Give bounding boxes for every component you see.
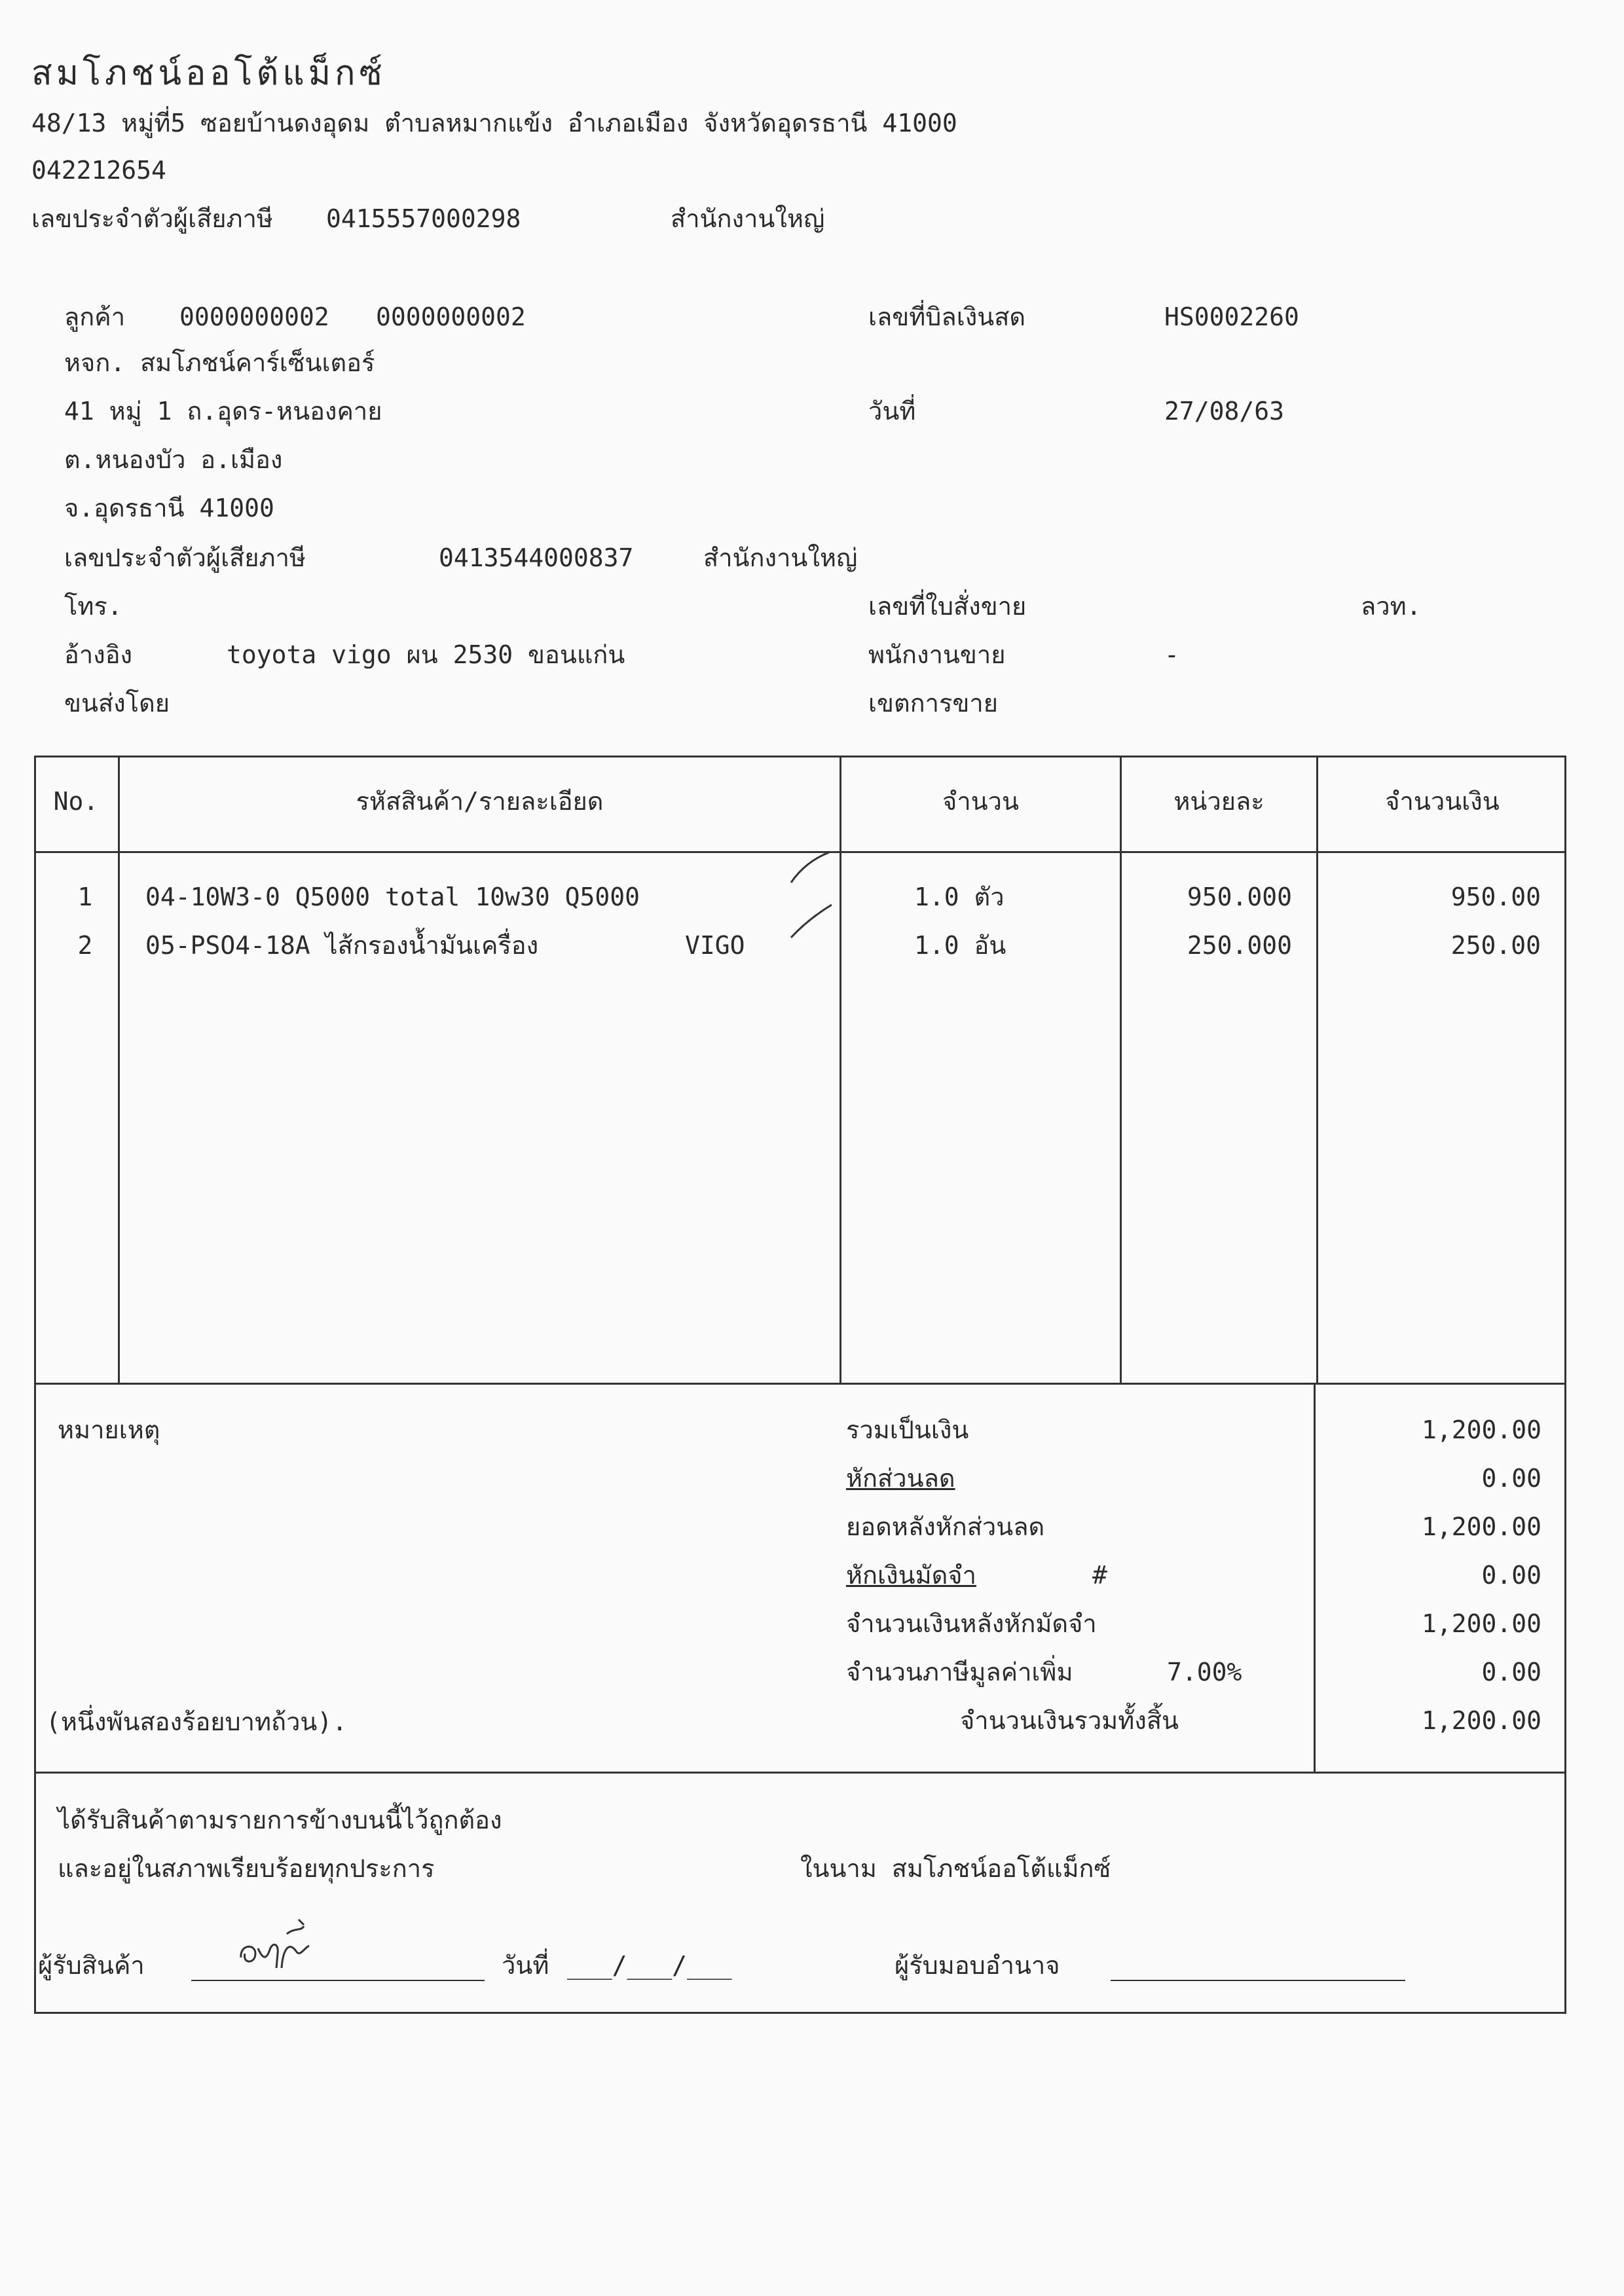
bill-sales-label: พนักงานขาย	[868, 640, 1006, 669]
remark-label: หมายเหตุ	[58, 1415, 160, 1444]
total-value-6: 0.00	[1481, 1658, 1541, 1686]
col-divider-3	[1120, 756, 1122, 1385]
customer-branch: สำนักงานใหญ่	[703, 543, 858, 572]
header-no: No.	[53, 787, 99, 816]
row1-no: 1	[77, 883, 93, 911]
bill-no-label: เลขที่บิลเงินสด	[868, 302, 1026, 331]
received-line1: ได้รับสินค้าตามรายการข้างบนนี้ไว้ถูกต้อง	[58, 1806, 502, 1834]
total-value-4: 0.00	[1481, 1561, 1541, 1590]
total-label-6: จำนวนภาษีมูลค่าเพิ่ม	[846, 1658, 1073, 1686]
deposit-hash: #	[1092, 1561, 1107, 1590]
amount-in-words: (หนึ่งพันสองร้อยบาทถ้วน).	[46, 1707, 348, 1736]
company-tax-label: เลขประจำตัวผู้เสียภาษี	[31, 204, 273, 233]
customer-ship-label: ขนส่งโดย	[64, 689, 170, 718]
bill-order-extra: ลวท.	[1361, 592, 1422, 621]
customer-addr2: ต.หนองบัว อ.เมือง	[64, 445, 283, 474]
authorized-label: ผู้รับมอบอำนาจ	[895, 1951, 1060, 1980]
row1-desc: 04-10W3-0 Q5000 total 10w30 Q5000	[145, 883, 640, 911]
total-label-1: รวมเป็นเงิน	[846, 1415, 969, 1444]
check-marks	[786, 848, 838, 947]
total-label-2: หักส่วนลด	[846, 1464, 955, 1493]
company-phone: 042212654	[31, 156, 166, 185]
company-tax-id: 0415557000298	[326, 204, 521, 233]
received-line2: และอยู่ในสภาพเรียบร้อยทุกประการ	[58, 1854, 435, 1883]
vat-rate: 7.00%	[1167, 1658, 1242, 1686]
header-desc: รหัสสินค้า/รายละเอียด	[356, 787, 604, 816]
row2-amount: 250.00	[1450, 931, 1541, 960]
bill-no-value: HS0002260	[1164, 302, 1299, 331]
receive-date-blank: ___/___/___	[567, 1951, 732, 1980]
customer-tax-id: 0413544000837	[439, 543, 634, 572]
row2-no: 2	[77, 931, 93, 960]
row1-unit: 950.000	[1187, 883, 1292, 911]
total-label-3: ยอดหลังหักส่วนลด	[846, 1512, 1045, 1541]
row2-qty: 1.0 อัน	[914, 931, 1006, 960]
customer-addr3: จ.อุดรธานี 41000	[64, 494, 274, 522]
company-branch: สำนักงานใหญ่	[671, 204, 825, 233]
authorized-sign-line	[1111, 1980, 1405, 1981]
row1-amount: 950.00	[1450, 883, 1541, 911]
total-label-4: หักเงินมัดจำ	[846, 1561, 976, 1590]
total-label-7: จำนวนเงินรวมทั้งสิ้น	[960, 1706, 1179, 1735]
header-unit: หน่วยละ	[1173, 787, 1264, 816]
total-value-1: 1,200.00	[1421, 1415, 1541, 1444]
company-name: สมโภชน์ออโต้แม็กซ์	[31, 54, 386, 93]
header-qty: จำนวน	[942, 787, 1019, 816]
on-behalf: ในนาม สมโภชน์ออโต้แม็กซ์	[800, 1854, 1111, 1883]
customer-name: หจก. สมโภชน์คาร์เซ็นเตอร์	[64, 348, 375, 377]
row2-desc: 05-PSO4-18A ไส้กรองน้ำมันเครื่อง	[145, 931, 539, 960]
customer-label: ลูกค้า	[64, 302, 126, 331]
total-value-2: 0.00	[1481, 1464, 1541, 1493]
header-amount: จำนวนเงิน	[1385, 787, 1500, 816]
customer-code1: 0000000002	[179, 302, 329, 331]
total-value-3: 1,200.00	[1421, 1512, 1541, 1541]
bill-sales-value: -	[1164, 640, 1179, 669]
customer-phone-label: โทร.	[64, 592, 122, 621]
total-label-5: จำนวนเงินหลังหักมัดจำ	[846, 1609, 1097, 1638]
col-divider-2	[840, 756, 841, 1385]
total-value-5: 1,200.00	[1421, 1609, 1541, 1638]
company-address: 48/13 หมู่ที่5 ซอยบ้านดงอุดม ตำบลหมากแข้ง อำเภอเมือง จังหวัดอุดรธานี 41000	[31, 109, 957, 137]
customer-ref-label: อ้างอิง	[64, 640, 133, 669]
customer-tax-label: เลขประจำตัวผู้เสียภาษี	[64, 543, 306, 572]
customer-ref-value: toyota vigo ผน 2530 ขอนแก่น	[227, 640, 625, 669]
bill-date-value: 27/08/63	[1164, 397, 1285, 426]
col-divider-4	[1316, 756, 1318, 1385]
customer-addr1: 41 หมู่ 1 ถ.อุดร-หนองคาย	[64, 397, 382, 426]
row2-unit: 250.000	[1187, 931, 1292, 960]
bill-area-label: เขตการขาย	[868, 689, 998, 718]
customer-code2: 0000000002	[376, 302, 526, 331]
total-value-7: 1,200.00	[1421, 1706, 1541, 1735]
receiver-label: ผู้รับสินค้า	[38, 1951, 145, 1980]
row2-extra: VIGO	[685, 931, 745, 960]
totals-divider	[1314, 1383, 1316, 1774]
bill-date-label: วันที่	[868, 397, 916, 426]
bill-order-label: เลขที่ใบสั่งขาย	[868, 592, 1027, 621]
row1-qty: 1.0 ตัว	[914, 883, 1005, 911]
receive-date-label: วันที่	[502, 1951, 549, 1980]
col-divider-1	[118, 756, 120, 1385]
receiver-signature	[236, 1912, 341, 1984]
